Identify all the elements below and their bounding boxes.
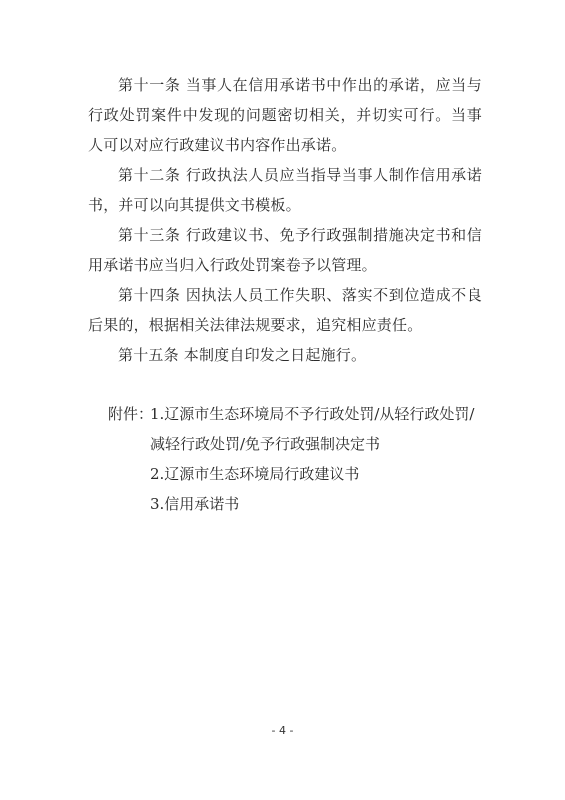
page-number: - 4 - — [271, 724, 294, 737]
article-11: 第十一条 当事人在信用承诺书中作出的承诺，应当与行政处罚案件中发现的问题密切相关，并切实可行。当事人可以对应行政建议书内容作出承诺。 — [88, 76, 482, 154]
article-12: 第十二条 行政执法人员应当指导当事人制作信用承诺书，并可以向其提供文书模板。 — [88, 166, 482, 214]
article-13: 第十三条 行政建议书、免予行政强制措施决定书和信用承诺书应当归入行政处罚案卷予以管理。 — [88, 226, 482, 274]
attachment-item-3: 3.信用承诺书 — [150, 495, 240, 513]
attachment-item-2: 2.辽源市生态环境局行政建议书 — [150, 465, 360, 483]
attachments-label: 附件： — [108, 405, 154, 423]
article-14: 第十四条 因执法人员工作失职、落实不到位造成不良后果的，根据相关法律法规要求，追究相应责任。 — [88, 286, 482, 334]
article-15: 第十五条 本制度自印发之日起施行。 — [118, 346, 367, 364]
attachment-item-1: 1.辽源市生态环境局不予行政处罚/从轻行政处罚/减轻行政处罚/免予行政强制决定书 — [150, 405, 475, 453]
